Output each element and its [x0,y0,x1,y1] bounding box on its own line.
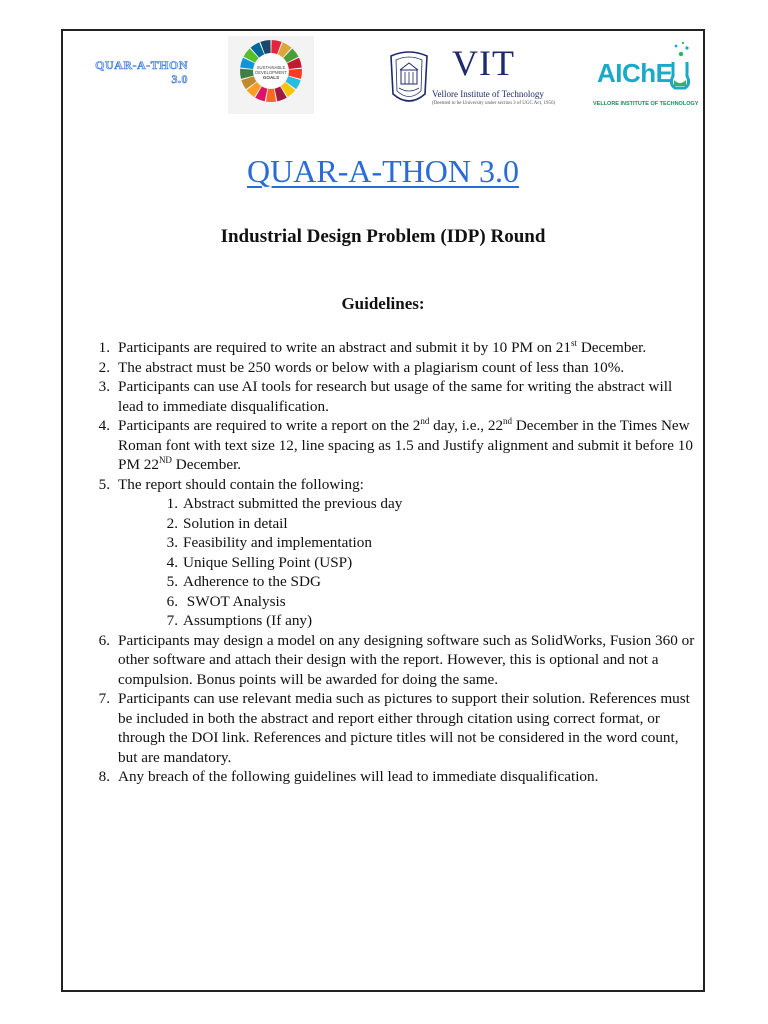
report-content-item [84,592,696,612]
report-content-number: 1 . [148,494,178,514]
guidelines-list [84,338,696,787]
guidelines-heading: Guidelines: [341,294,425,313]
sdg-logo [228,36,314,114]
guideline-text: The abstract must be 250 words or below with a plagiarism count of less than 10%. [118,358,625,376]
guideline-text: Participants can use AI tools for research but usage of the same for writing the abstract will lead to immediate disqualification. [118,378,673,415]
sdg-logo-text-1: SUSTAINABLE [256,65,286,70]
report-content-number: 6 . [148,592,178,612]
report-content-text: Abstract submitted the previous day [183,495,403,512]
guideline-number: 7 . [84,689,110,709]
report-content-item [84,494,696,514]
report-content-number: 2 . [148,514,178,534]
round-subtitle: Industrial Design Problem (IDP) Round [220,226,546,247]
aiche-logo-subtitle: VELLORE INSTITUTE OF TECHNOLOGY [593,101,699,107]
vit-logo-word: VIT [452,43,515,83]
guideline-item-1 [84,338,696,358]
report-content-number: 7 . [148,611,178,631]
report-content-number: 3 . [148,533,178,553]
quar-logo-line1: QUAR-A-THON [95,58,188,72]
report-content-item [84,514,696,534]
header-logos [62,32,704,118]
report-content-number: 5 . [148,572,178,592]
guideline-text: Participants are required to write an abstract and submit it by 10 PM on 21 [118,339,571,356]
report-content-item [84,611,696,631]
quar-a-thon-logo [78,58,188,86]
guideline-item-6 [84,631,696,690]
vit-seal-icon [388,50,430,110]
guideline-text: December in the Times New Roman font with text size 12, line spacing as 1.5 and Justify alignment and submit it before 10 PM 22 [118,417,693,473]
guideline-number: 3 . [84,377,110,397]
guideline-number: 1 . [84,338,110,358]
report-content-text: Solution in detail [183,514,288,532]
aiche-logo [589,40,697,110]
sdg-logo-text-3: GOALS [262,75,280,80]
guideline-superscript: ND [158,455,172,465]
report-content-item [84,553,696,573]
report-content-item [84,572,696,592]
guideline-text: Participants can use relevant media such as pictures to support their solution. References must be included in both the abstract and report either through citation using correct format, or through the DOI link. References and picture titles will not be considered in the word count, but are mandatory. [118,690,690,766]
guideline-item-7 [84,689,696,767]
guideline-text: The report should contain the following: [118,475,364,493]
guideline-superscript: st [571,338,578,348]
vit-logo-fine-print: (Deemed to be University under section 3 of UGC Act, 1956) [432,101,556,106]
guideline-text: December. [577,339,647,356]
guideline-text: December. [171,456,242,473]
guideline-item-4 [84,416,696,475]
report-content-text: Unique Selling Point (USP) [183,553,353,571]
sdg-wheel-icon [239,39,303,103]
report-content-number: 4 . [148,553,178,573]
guideline-superscript: nd [420,416,430,426]
guideline-item-5 [84,475,696,495]
guideline-number: 8 . [84,767,110,787]
vit-logo-name: Vellore Institute of Technology [432,89,544,99]
guideline-number: 2 . [84,358,110,378]
guideline-number: 5 . [84,475,110,495]
guideline-text: Participants are required to write a report on the 2 [118,417,421,434]
guideline-item-3 [84,377,696,416]
sdg-logo-text-2: DEVELOPMENT [255,70,287,75]
report-content-item [84,533,696,553]
guideline-text: Any breach of the following guidelines will lead to immediate disqualification. [118,768,599,785]
guideline-text: Participants may design a model on any designing software such as SolidWorks, Fusion 360 or other software and attach their design with the report. However, this is optional and not a compulsion. Bonus points will be awarded for doing the same. [118,631,695,688]
guideline-item-2 [84,358,696,378]
guideline-text: day, i.e., 22 [429,417,504,434]
sdg-wheel-segment [266,89,276,102]
report-content-text: SWOT Analysis [183,592,286,610]
report-content-text: Assumptions (If any) [183,612,313,629]
guideline-number: 4 . [84,416,110,436]
guideline-item-8 [84,767,696,787]
page-title: QUAR-A-THON 3.0 [247,153,519,189]
report-content-text: Feasibility and implementation [183,534,372,551]
guideline-superscript: nd [503,416,513,426]
aiche-logo-word: AIChE [597,58,673,88]
report-content-text: Adherence to the SDG [183,573,321,590]
guideline-number: 6 . [84,631,110,651]
vit-logo [388,43,556,112]
quar-logo-line2: 3.0 [171,72,188,86]
